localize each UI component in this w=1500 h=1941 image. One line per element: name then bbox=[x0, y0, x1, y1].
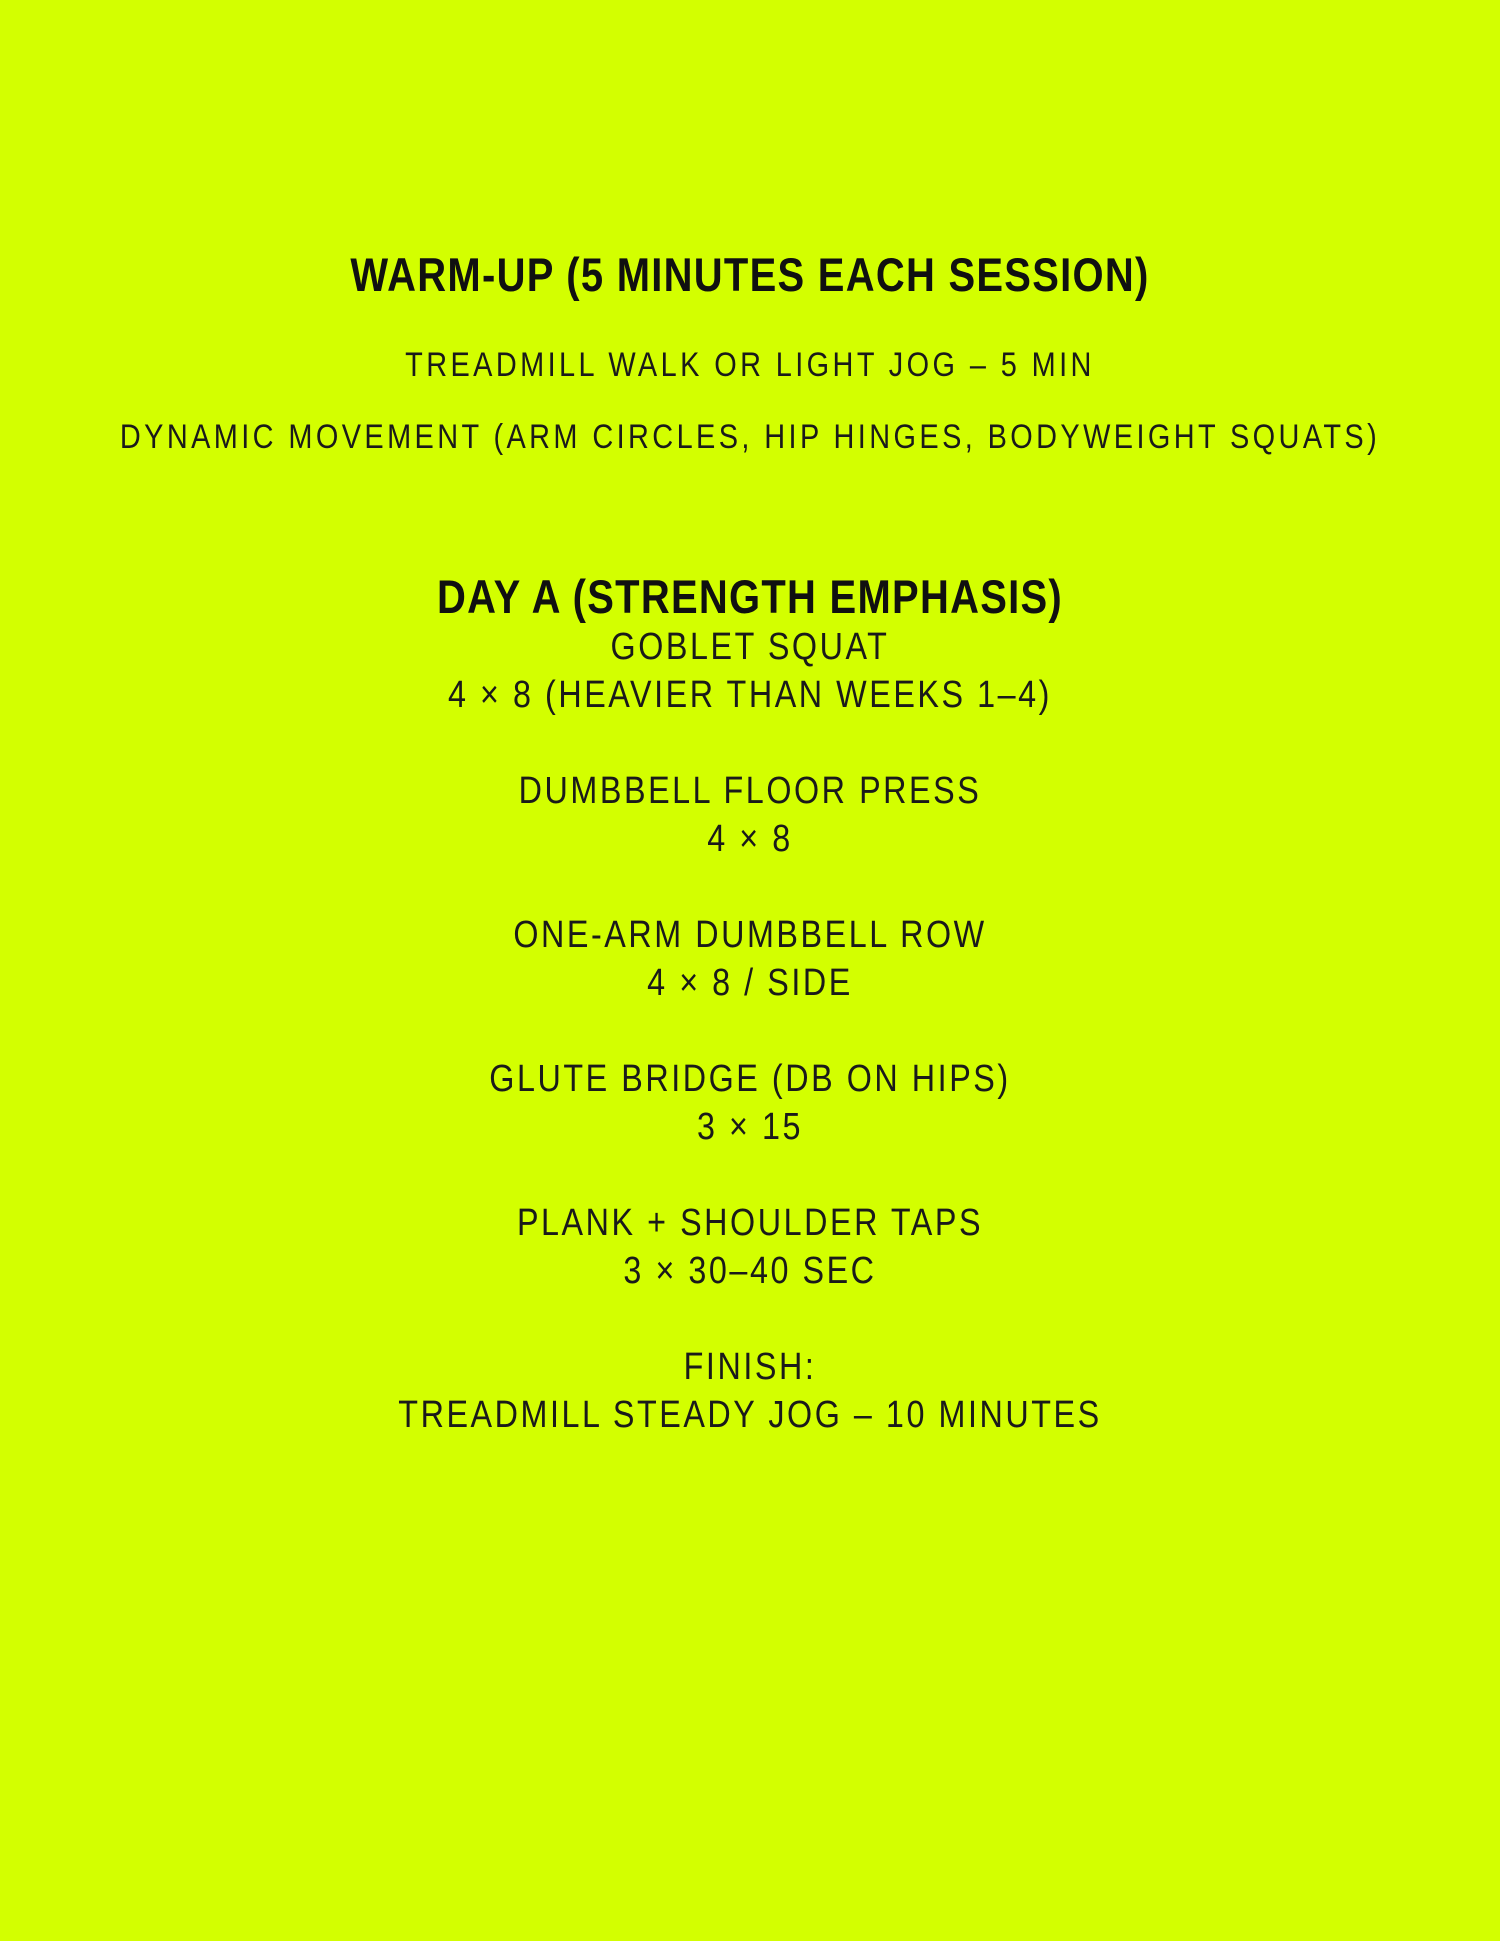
exercise-name: PLANK + SHOULDER TAPS bbox=[516, 1202, 984, 1244]
day-a-section bbox=[113, 571, 1388, 1439]
finish-detail: TREADMILL STEADY JOG – 10 MINUTES bbox=[398, 1394, 1102, 1436]
exercise-sets: 4 × 8 (HEAVIER THAN WEEKS 1–4) bbox=[448, 674, 1052, 716]
exercise-block bbox=[113, 911, 1388, 1007]
exercise-sets: 3 × 30–40 SEC bbox=[623, 1250, 877, 1292]
exercise-name: GOBLET SQUAT bbox=[610, 626, 890, 668]
exercise-block bbox=[113, 623, 1388, 719]
warmup-line-dynamic: DYNAMIC MOVEMENT (ARM CIRCLES, HIP HINGES, BODYWEIGHT SQUATS) bbox=[119, 418, 1381, 456]
page-content bbox=[113, 0, 1388, 1439]
exercise-name: DUMBBELL FLOOR PRESS bbox=[518, 770, 982, 812]
exercise-name: ONE-ARM DUMBBELL ROW bbox=[513, 914, 987, 956]
exercise-sets: 4 × 8 / SIDE bbox=[647, 962, 853, 1004]
warmup-line-treadmill: TREADMILL WALK OR LIGHT JOG – 5 MIN bbox=[405, 346, 1095, 384]
exercise-sets: 4 × 8 bbox=[707, 818, 793, 860]
exercise-block bbox=[113, 1055, 1388, 1151]
warmup-section bbox=[113, 247, 1388, 473]
finish-label: FINISH: bbox=[683, 1346, 817, 1388]
warmup-title: WARM-UP (5 MINUTES EACH SESSION) bbox=[350, 248, 1150, 301]
day-a-title: DAY A (STRENGTH EMPHASIS) bbox=[436, 570, 1064, 623]
exercise-block bbox=[113, 767, 1388, 863]
warmup-lines bbox=[113, 329, 1388, 473]
exercise-sets: 3 × 15 bbox=[696, 1106, 804, 1148]
exercise-name: GLUTE BRIDGE (DB ON HIPS) bbox=[489, 1058, 1011, 1100]
finish-block bbox=[113, 1343, 1388, 1439]
exercise-block bbox=[113, 1199, 1388, 1295]
